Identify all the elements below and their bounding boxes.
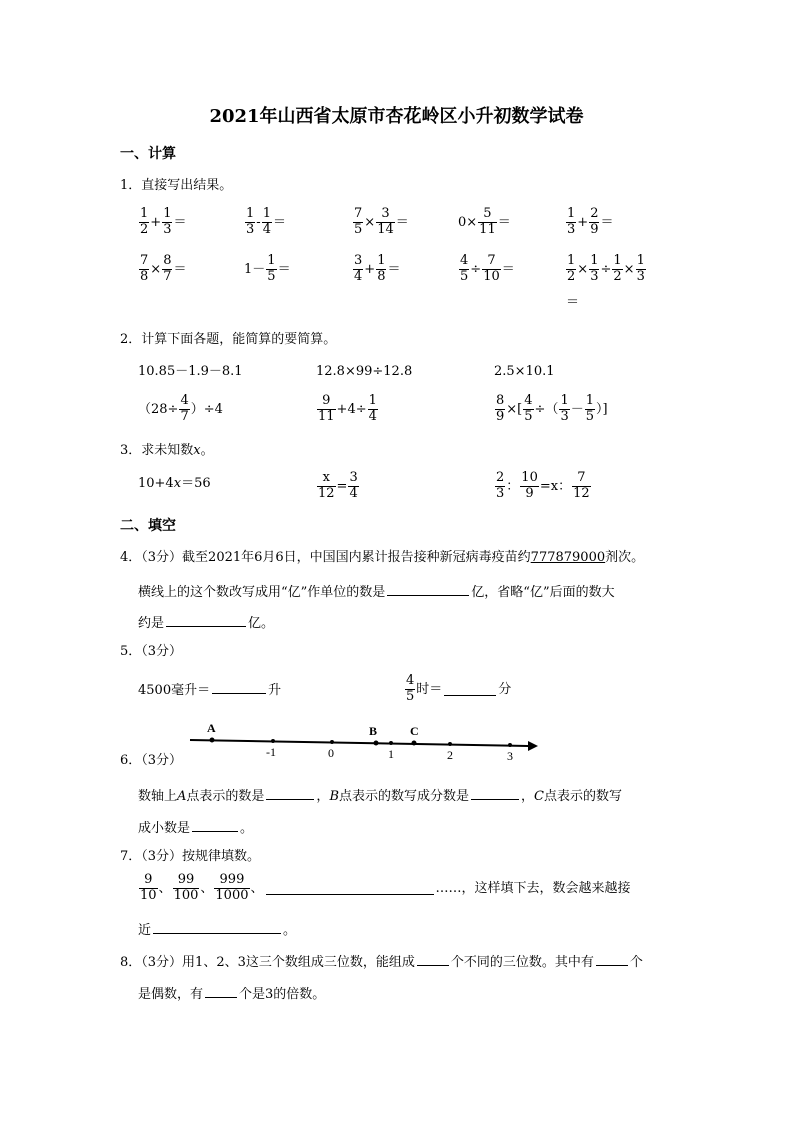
- number-line-axis: [190, 740, 528, 746]
- q8-blank-3[interactable]: [205, 984, 237, 998]
- q1-expr-6: $\frac{7}{8}$ × $\frac{8}{7}$ ＝: [140, 253, 187, 284]
- point-b-label: B: [369, 724, 378, 738]
- q7-sequence: $\frac{9}{10}$ 、 $\frac{99}{100}$ 、 $\frac{999}{1000}$ 、 ……，这样填下去，数会越来越接: [140, 872, 631, 903]
- point-c-label: C: [410, 724, 419, 738]
- q1-expr-3: $\frac{7}{5}$ × $\frac{3}{14}$ ＝: [354, 206, 409, 237]
- q8-line-1: 8．（3分）用1、2、3这三个数组成三位数，能组成 个不同的三位数。其中有 个: [120, 952, 643, 969]
- q8-blank-1[interactable]: [417, 952, 449, 966]
- q5-blank-1[interactable]: [212, 680, 266, 694]
- q1-expr-1: $\frac{1}{2}$ + $\frac{1}{3}$ ＝: [140, 206, 187, 237]
- q5-label: 5．（3分）: [120, 644, 183, 659]
- q5-part-a: 4500毫升＝ 升: [138, 680, 281, 697]
- q7-blank-2[interactable]: [153, 920, 281, 934]
- q1-expr-10-equals: ＝: [566, 295, 580, 310]
- q6-line-2: 成小数是 。: [138, 818, 253, 835]
- q2-expr-1: 10.85－1.9－8.1: [138, 364, 243, 379]
- q2-label: 2．计算下面各题，能简算的要简算。: [120, 332, 337, 347]
- point-a-dot: [210, 738, 215, 743]
- q1-expr-10: $\frac{1}{2}$ × $\frac{1}{3}$ ÷ $\frac{1}{2}$ × $\frac{1}{3}$: [567, 253, 645, 284]
- tick-label-neg1: -1: [266, 745, 276, 759]
- q3-equation-1: 10+4x＝56: [138, 476, 211, 491]
- tick-mark-1: [389, 741, 393, 745]
- q2-expr-6: $\frac{8}{9}$ ×[ $\frac{4}{5}$ ÷（ $\frac{1}{3}$ － $\frac{1}{5}$ ）]: [496, 393, 608, 424]
- q4-line-2: 横线上的这个数改写成用“亿”作单位的数是 亿，省略“亿”后面的数大: [138, 582, 615, 599]
- q8-blank-2[interactable]: [596, 952, 628, 966]
- q2-expr-4: （28÷ $\frac{4}{7}$ ）÷4: [138, 393, 223, 424]
- tick-mark-2: [448, 742, 452, 746]
- section-heading-calculation: 一、计算: [120, 146, 176, 162]
- tick-label-1: 1: [388, 747, 394, 761]
- q2-expr-2: 12.8×99÷12.8: [316, 364, 413, 379]
- tick-label-2: 2: [447, 748, 453, 762]
- q7-blank-1[interactable]: [266, 881, 434, 895]
- q6-blank-1[interactable]: [266, 786, 314, 800]
- q5-blank-2[interactable]: [444, 682, 496, 696]
- tick-mark-3: [508, 743, 512, 747]
- q8-line-2: 是偶数，有 个是3的倍数。: [138, 984, 325, 1001]
- number-line: [180, 716, 540, 766]
- q5-part-b: $\frac{4}{5}$ 时＝ 分: [406, 673, 512, 704]
- page-title: 2021年山西省太原市杏花岭区小升初数学试卷: [209, 106, 584, 127]
- tick-label-3: 3: [507, 749, 513, 763]
- q1-expr-7: 1－ $\frac{1}{5}$ ＝: [244, 253, 291, 284]
- q1-expr-2: $\frac{1}{3}$ - $\frac{1}{4}$ ＝: [246, 206, 286, 237]
- tick-mark-0: [330, 740, 334, 744]
- q3-label: 3．求未知数x。: [120, 443, 214, 458]
- q1-expr-8: $\frac{3}{4}$ + $\frac{1}{8}$ ＝: [354, 253, 401, 284]
- point-a-label: A: [207, 721, 216, 735]
- q6-blank-2[interactable]: [471, 786, 519, 800]
- section-heading-fill-in: 二、填空: [120, 518, 176, 534]
- q7-label: 7．（3分）按规律填数。: [120, 849, 261, 864]
- q4-blank-2[interactable]: [166, 613, 246, 627]
- q3-equation-2: $\frac{x}{12}$ = $\frac{3}{4}$: [318, 470, 358, 501]
- q6-blank-3[interactable]: [192, 818, 238, 832]
- number-line-arrow: [528, 741, 538, 751]
- q7-line-2: 近 。: [138, 920, 296, 937]
- q4-line-3: 约是 亿。: [138, 613, 274, 630]
- point-b-dot: [374, 741, 379, 746]
- tick-mark-neg1: [271, 739, 275, 743]
- q6-line-1: 数轴上A点表示的数是 ，B点表示的数写成分数是 ，C点表示的数写: [138, 786, 622, 803]
- point-c-dot: [412, 741, 417, 746]
- q1-expr-4: 0× $\frac{5}{11}$ ＝: [458, 206, 511, 237]
- q4-blank-1[interactable]: [387, 582, 469, 596]
- q6-label: 6．（3分）: [120, 753, 183, 768]
- tick-label-0: 0: [328, 746, 334, 760]
- q2-expr-5: $\frac{9}{11}$ +4÷ $\frac{1}{4}$: [318, 393, 377, 424]
- q4-line-1: 4．（3分）截至2021年6月6日，中国国内累计报告接种新冠病毒疫苗约777879000剂次。: [120, 550, 645, 565]
- q3-equation-3: $\frac{2}{3}$ ： $\frac{10}{9}$ =x： $\frac{7}{12}$: [496, 470, 590, 501]
- q2-expr-3: 2.5×10.1: [494, 364, 555, 379]
- q1-expr-9: $\frac{4}{5}$ ÷ $\frac{7}{10}$ ＝: [460, 253, 515, 284]
- q1-label: 1．直接写出结果。: [120, 178, 233, 193]
- q1-expr-5: $\frac{1}{3}$ + $\frac{2}{9}$ ＝: [567, 206, 614, 237]
